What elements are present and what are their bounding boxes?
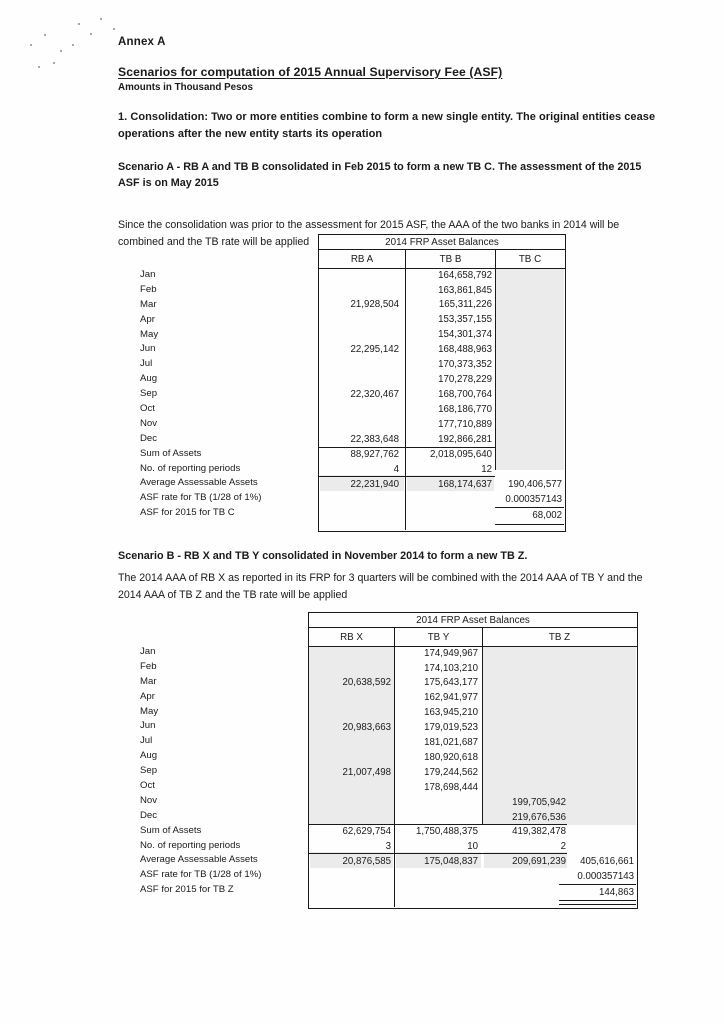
cell-tb-b-mar: 165,311,226 <box>438 299 492 310</box>
scan-speckle <box>30 44 32 46</box>
row-label: May <box>140 705 159 717</box>
row-label: Sum of Assets <box>140 824 202 836</box>
col-header-rb-a: RB A <box>350 253 374 265</box>
cell-total-asf: 144,863 <box>598 887 634 898</box>
row-label: May <box>140 328 159 340</box>
cell-tb-y-apr: 162,941,977 <box>424 692 478 703</box>
rule-above-average <box>309 853 567 854</box>
page-title: Scenarios for computation of 2015 Annual Supervisory Fee (ASF) <box>118 65 503 79</box>
row-label: Jul <box>140 735 153 747</box>
cell-rb-a-mar: 21,928,504 <box>350 299 399 310</box>
scenario-b-note: The 2014 AAA of RB X as reported in its FRP for 3 quarters will be combined with the 2014 AAA of TB Y and the 2014 AAA of TB Z and the TB rate will be applied <box>118 572 643 602</box>
scan-speckle <box>113 28 115 30</box>
row-label: ASF for 2015 for TB Z <box>140 884 234 896</box>
scenario-a-note: Since the consolidation was prior to the assessment for 2015 ASF, the AAA of the two banks in 2014 will be combined and the TB rate will be applied <box>118 219 620 249</box>
row-label: Oct <box>140 780 155 792</box>
row-label: Apr <box>140 690 155 702</box>
row-label: No. of reporting periods <box>140 839 241 851</box>
row-label: Average Assessable Assets <box>140 854 258 866</box>
row-label: Mar <box>140 298 157 310</box>
cell-tb-b-aug: 170,278,229 <box>438 374 492 385</box>
cell-tb-y-oct: 178,698,444 <box>424 782 478 793</box>
scenario-b-row-labels <box>140 645 320 898</box>
rule-above-asf <box>495 507 564 508</box>
cell-rb-x-average: 20,876,585 <box>342 856 391 867</box>
cell-tb-c-asf: 68,002 <box>532 510 562 521</box>
row-label: Mar <box>140 675 157 687</box>
scenario-b-heading: Scenario B - RB X and TB Y consolidated in November 2014 to form a new TB Z. <box>118 550 528 562</box>
scan-speckle <box>90 33 92 35</box>
col-tb-c-shaded-area <box>495 269 564 470</box>
row-label: Jan <box>140 646 156 657</box>
scenario-b-body <box>309 647 637 907</box>
cell-rb-a-periods: 4 <box>393 464 399 475</box>
cell-tb-z-nov: 199,705,942 <box>512 797 566 808</box>
scan-speckle <box>78 23 80 25</box>
cell-tb-c-rate: 0.000357143 <box>505 494 562 505</box>
cell-tb-c-combined-average: 190,406,577 <box>508 479 562 490</box>
rule-above-sum <box>319 447 495 448</box>
double-rule-below-total-asf <box>559 900 636 905</box>
cell-tb-b-jul: 170,373,352 <box>438 359 492 370</box>
col-header-tb-b: TB B <box>405 250 495 268</box>
col-rb-x-shaded-area <box>309 647 394 825</box>
scenario-b-group-header: 2014 FRP Asset Balances <box>309 613 637 628</box>
row-label: ASF rate for TB (1/28 of 1%) <box>140 492 262 504</box>
row-label: Sep <box>140 388 158 400</box>
cell-tb-b-sum: 2,018,095,640 <box>430 449 492 460</box>
cell-tb-b-feb: 163,861,845 <box>438 285 492 296</box>
cell-tb-y-may: 163,945,210 <box>424 707 478 718</box>
rule-below-asf <box>495 524 564 525</box>
cell-tb-b-periods: 12 <box>481 464 492 475</box>
rule-above-sum <box>309 824 567 825</box>
section-1-consolidation: 1. Consolidation: Two or more entities combine to form a new single entity. The original entities cease operations after the new entity starts its operation <box>118 111 656 141</box>
row-label: Aug <box>140 750 158 762</box>
scan-speckle <box>72 44 74 46</box>
cell-tb-b-jun: 168,488,963 <box>438 344 492 355</box>
row-label: Feb <box>140 283 157 295</box>
row-label: Sep <box>140 765 158 777</box>
scan-speckle <box>53 62 55 64</box>
cell-tb-b-nov: 177,710,889 <box>438 419 492 430</box>
cell-rb-x-sum: 62,629,754 <box>342 826 391 837</box>
row-label: No. of reporting periods <box>140 462 241 474</box>
row-label: Nov <box>140 794 158 806</box>
row-label: Nov <box>140 417 158 429</box>
rule-above-total-asf <box>559 884 636 885</box>
cell-tb-b-oct: 168,186,770 <box>438 404 492 415</box>
document-body <box>118 36 658 261</box>
scan-speckle <box>44 34 46 36</box>
scenario-a-column-headers <box>319 250 565 269</box>
cell-tb-z-average: 209,691,239 <box>512 856 566 867</box>
scenario-b-column-headers <box>309 628 637 647</box>
cell-tb-y-jul: 181,021,687 <box>424 737 478 748</box>
cell-total-combined-average: 405,616,661 <box>580 856 634 867</box>
scenario-a-body <box>319 269 565 530</box>
row-label: ASF for 2015 for TB C <box>140 507 235 519</box>
scenario-a-heading: Scenario A - RB A and TB B consolidated in Feb 2015 to form a new TB C. The assessment of the 2015 ASF is on May 2015 <box>118 161 642 190</box>
rule-above-average <box>319 476 495 477</box>
row-label: Oct <box>140 403 155 415</box>
scenario-b-text <box>118 548 658 614</box>
cell-rb-a-sum: 88,927,762 <box>350 449 399 460</box>
row-label: Jun <box>140 720 156 732</box>
cell-total-rate: 0.000357143 <box>577 871 634 882</box>
cell-rb-a-sep: 22,320,467 <box>350 389 399 400</box>
cell-rb-a-jun: 22,295,142 <box>350 344 399 355</box>
row-label: Aug <box>140 373 158 385</box>
cell-tb-y-jan: 174,949,967 <box>424 648 478 659</box>
cell-tb-z-sum: 419,382,478 <box>512 826 566 837</box>
cell-tb-y-jun: 179,019,523 <box>424 722 478 733</box>
cell-rb-a-average: 22,231,940 <box>350 479 399 490</box>
scan-speckle <box>38 66 40 68</box>
amount-units-note: Amounts in Thousand Pesos <box>118 82 253 93</box>
cell-tb-z-dec: 219,676,536 <box>512 812 566 823</box>
cell-tb-z-periods: 2 <box>560 841 566 852</box>
col-header-rb-x: RB X <box>340 631 363 643</box>
col-header-tb-c: TB C <box>495 250 564 268</box>
scenario-a-row-labels <box>140 268 320 521</box>
cell-tb-y-average: 175,048,837 <box>424 856 478 867</box>
scenario-a-grid <box>318 234 566 532</box>
row-label: ASF rate for TB (1/28 of 1%) <box>140 869 262 881</box>
row-label: Jun <box>140 343 156 355</box>
scan-speckle <box>60 50 62 52</box>
cell-rb-x-periods: 3 <box>385 841 391 852</box>
cell-tb-b-apr: 153,357,155 <box>438 314 492 325</box>
cell-tb-y-sum: 1,750,488,375 <box>416 826 478 837</box>
annex-label: Annex A <box>118 36 166 48</box>
row-label: Jan <box>140 269 156 280</box>
row-label: Average Assessable Assets <box>140 477 258 489</box>
cell-tb-y-feb: 174,103,210 <box>424 663 478 674</box>
cell-tb-b-sep: 168,700,764 <box>438 389 492 400</box>
cell-rb-x-sep: 21,007,498 <box>342 767 391 778</box>
row-label: Feb <box>140 660 157 672</box>
cell-tb-y-sep: 179,244,562 <box>424 767 478 778</box>
cell-tb-b-dec: 192,866,281 <box>438 434 492 445</box>
cell-tb-b-average: 168,174,637 <box>438 479 492 490</box>
row-label: Jul <box>140 358 153 370</box>
row-label: Dec <box>140 809 158 821</box>
row-label: Dec <box>140 432 158 444</box>
cell-rb-a-dec: 22,383,648 <box>350 434 399 445</box>
cell-tb-b-may: 154,301,374 <box>438 329 492 340</box>
row-label: Apr <box>140 313 155 325</box>
cell-tb-y-aug: 180,920,618 <box>424 752 478 763</box>
cell-rb-x-mar: 20,638,592 <box>342 677 391 688</box>
cell-rb-x-jun: 20,983,663 <box>342 722 391 733</box>
col-header-tb-z: TB Z <box>482 628 636 646</box>
row-label: Sum of Assets <box>140 447 202 459</box>
cell-tb-b-jan: 164,658,792 <box>438 270 492 281</box>
col-header-tb-y: TB Y <box>394 628 482 646</box>
scan-speckle <box>100 18 102 20</box>
scenario-b-grid <box>308 612 638 909</box>
cell-tb-y-mar: 175,643,177 <box>424 677 478 688</box>
scenario-a-group-header: 2014 FRP Asset Balances <box>319 235 565 250</box>
cell-tb-y-periods: 10 <box>467 841 478 852</box>
